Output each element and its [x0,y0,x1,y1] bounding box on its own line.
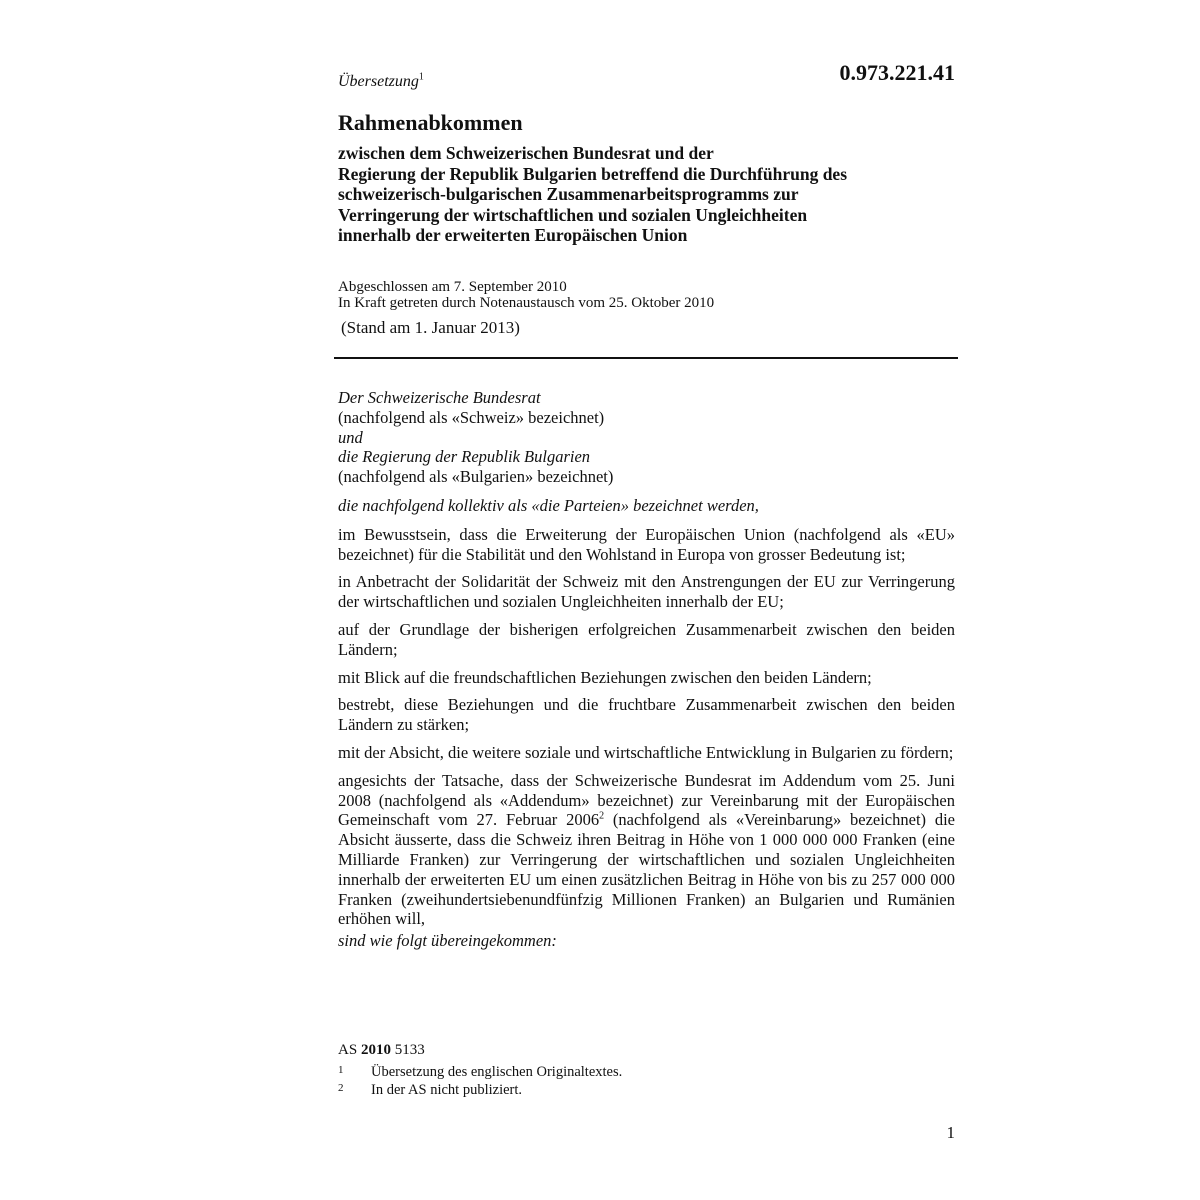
subtitle-line: Regierung der Republik Bulgarien betreffend die Durchführung des [338,163,848,184]
footnote-text: In der AS nicht publiziert. [371,1082,523,1098]
document-subtitle [338,143,958,246]
subtitle-line: zwischen dem Schweizerischen Bundesrat und der [338,143,714,163]
party-2-note: (nachfolgend als «Bulgarien» bezeichnet) [338,467,614,487]
recital-paragraph: auf der Grundlage der bisherigen erfolgreichen Zusammenarbeit zwischen den beiden Ländern; [338,619,955,659]
as-page: 5133 [394,1042,425,1058]
recital-paragraph: in Anbetracht der Solidarität der Schweiz mit den Anstrengungen der EU zur Verringerung der wirtschaftlichen und sozialen Ungleichheiten innerhalb der EU; [338,572,955,612]
agreement-phrase: sind wie folgt übereingekommen: [338,931,557,951]
document-title: Rahmenabkommen [338,110,523,135]
footnote-number: 1 [338,1064,344,1076]
footnotes [338,1062,622,1098]
official-compilation-reference [338,1042,425,1059]
recital-paragraph: mit Blick auf die freundschaftlichen Beziehungen zwischen den beiden Ländern; [338,667,872,687]
footnote-number: 2 [338,1082,344,1094]
footnote-ref-1: 1 [418,71,424,83]
footnote [338,1062,622,1080]
page-number: 1 [946,1123,955,1142]
subtitle-line: schweizerisch-bulgarischen Zusammenarbeitsprogramms zur [338,184,799,204]
status-date: (Stand am 1. Januar 2013) [341,318,520,337]
subtitle-line: Verringerung der wirtschaftlichen und sozialen Ungleichheiten [338,204,808,225]
party-1: Der Schweizerische Bundesrat [338,388,541,407]
header-divider [334,357,958,359]
concluded-date: Abgeschlossen am 7. September 2010 [338,279,567,295]
and-conjunction: und [338,427,363,447]
subtitle-line: innerhalb der erweiterten Europäischen Union [338,225,688,245]
final-recital-part-1: angesichts der Tatsache, dass der Schweizerische Bundesrat im Addendum vom 25. Juni 2008 (nachfolgend als «Addendum» bezeichnet) zur Vereinbarung mit der Europäischen Gemeinschaft vom 27. Februar 2006 [338,770,955,830]
translation-label [338,73,424,91]
as-year: 2010 [360,1042,391,1058]
translation-label-text: Übersetzung [338,73,419,90]
footnote [338,1080,622,1098]
spacer [338,487,955,496]
in-force-date: In Kraft getreten durch Notenaustausch vom 25. Oktober 2010 [338,294,715,311]
party-1-note: (nachfolgend als «Schweiz» bezeichnet) [338,407,605,427]
preamble [338,388,955,951]
footnote-text: Übersetzung des englischen Originaltextes. [371,1064,623,1080]
party-2: die Regierung der Republik Bulgarien [338,447,591,467]
recital-paragraph: mit der Absicht, die weitere soziale und wirtschaftliche Entwicklung in Bulgarien zu fördern; [338,742,954,762]
recital-paragraph: bestrebt, diese Beziehungen und die fruchtbare Zusammenarbeit zwischen den beiden Ländern zu stärken; [338,695,955,735]
spacer [338,516,955,525]
document-metadata [338,280,714,311]
footnote-ref-2: 2 [599,810,605,822]
final-recital-part-2: (nachfolgend als «Vereinbarung» bezeichnet) die Absicht äusserte, dass die Schweiz ihren Beitrag in Höhe von 1 000 000 000 Franken (eine Milliarde Franken) zur Verringerung der wirtschaftlichen und sozialen Ungleichheiten innerhalb der erweiterten EU um einen zusätzlichen Beitrag in Höhe von bis zu 257 000 000 Franken (zweihundertsiebenundfünfzig Millionen Franken) an Bulgarien und Rumänien erhöhen will, [338,810,955,929]
recital-paragraph: im Bewusstsein, dass die Erweiterung der Europäischen Union (nachfolgend als «EU» bezeichnet) für die Stabilität und den Wohlstand in Europa von grosser Bedeutung ist; [338,524,955,564]
sr-number: 0.973.221.41 [839,60,955,85]
recital-paragraph-final [338,771,955,929]
as-prefix: AS [338,1042,358,1058]
collective-designation: die nachfolgend kollektiv als «die Parteien» bezeichnet werden, [338,495,759,515]
